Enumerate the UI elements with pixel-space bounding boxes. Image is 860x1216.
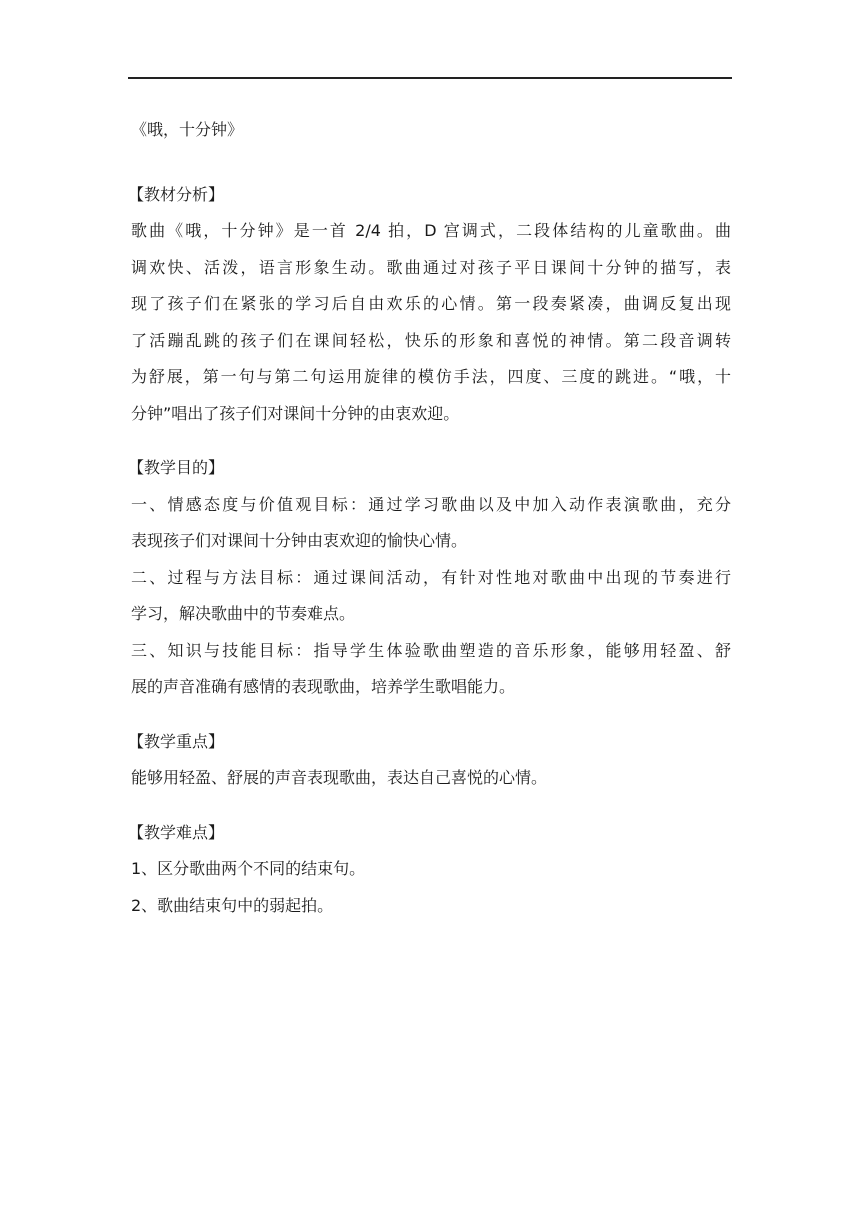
paragraph-line: 调欢快、活泼，语言形象生动。歌曲通过对孩子平日课间十分钟的描写，表 <box>131 257 731 277</box>
paragraph-line: 现了孩子们在紧张的学习后自由欢乐的心情。第一段奏紧凑，曲调反复出现 <box>131 294 731 313</box>
paragraph-line: 学习，解决歌曲中的节奏难点。 <box>131 604 356 623</box>
paragraph-line: 展的声音准确有感情的表现歌曲，培养学生歌唱能力。 <box>131 677 516 696</box>
paragraph-line: 歌曲《哦，十分钟》是一首 2/4 拍，D 宫调式，二段体结构的儿童歌曲。曲 <box>131 221 731 240</box>
section-heading-analysis: 【教材分析】 <box>128 184 225 204</box>
paragraph-line: 表现孩子们对课间十分钟由衷欢迎的愉快心情。 <box>131 531 468 550</box>
paragraph-line: 为舒展，第一句与第二句运用旋律的模仿手法，四度、三度的跳进。“哦，十 <box>131 367 731 386</box>
paragraph-line: 三、知识与技能目标：指导学生体验歌曲塑造的音乐形象，能够用轻盈、舒 <box>131 640 731 660</box>
document-title: 《哦，十分钟》 <box>131 120 244 139</box>
paragraph-line: 了活蹦乱跳的孩子们在课间轻松，快乐的形象和喜悦的神情。第二段音调转 <box>131 330 731 350</box>
list-item: 2、歌曲结束句中的弱起拍。 <box>131 895 334 915</box>
document-body <box>128 112 731 924</box>
paragraph-line: 能够用轻盈、舒展的声音表现歌曲，表达自己喜悦的心情。 <box>131 768 548 787</box>
header-rule <box>128 77 732 79</box>
paragraph-line: 一、情感态度与价值观目标：通过学习歌曲以及中加入动作表演歌曲，充分 <box>131 494 731 514</box>
paragraph-line: 分钟”唱出了孩子们对课间十分钟的由衷欢迎。 <box>131 403 460 423</box>
section-heading-objectives: 【教学目的】 <box>128 458 225 477</box>
section-heading-key-points: 【教学重点】 <box>128 731 225 751</box>
paragraph-line: 二、过程与方法目标：通过课间活动，有针对性地对歌曲中出现的节奏进行 <box>131 567 731 587</box>
list-item: 1、区分歌曲两个不同的结束句。 <box>131 859 366 878</box>
section-heading-difficulties: 【教学难点】 <box>128 822 225 842</box>
